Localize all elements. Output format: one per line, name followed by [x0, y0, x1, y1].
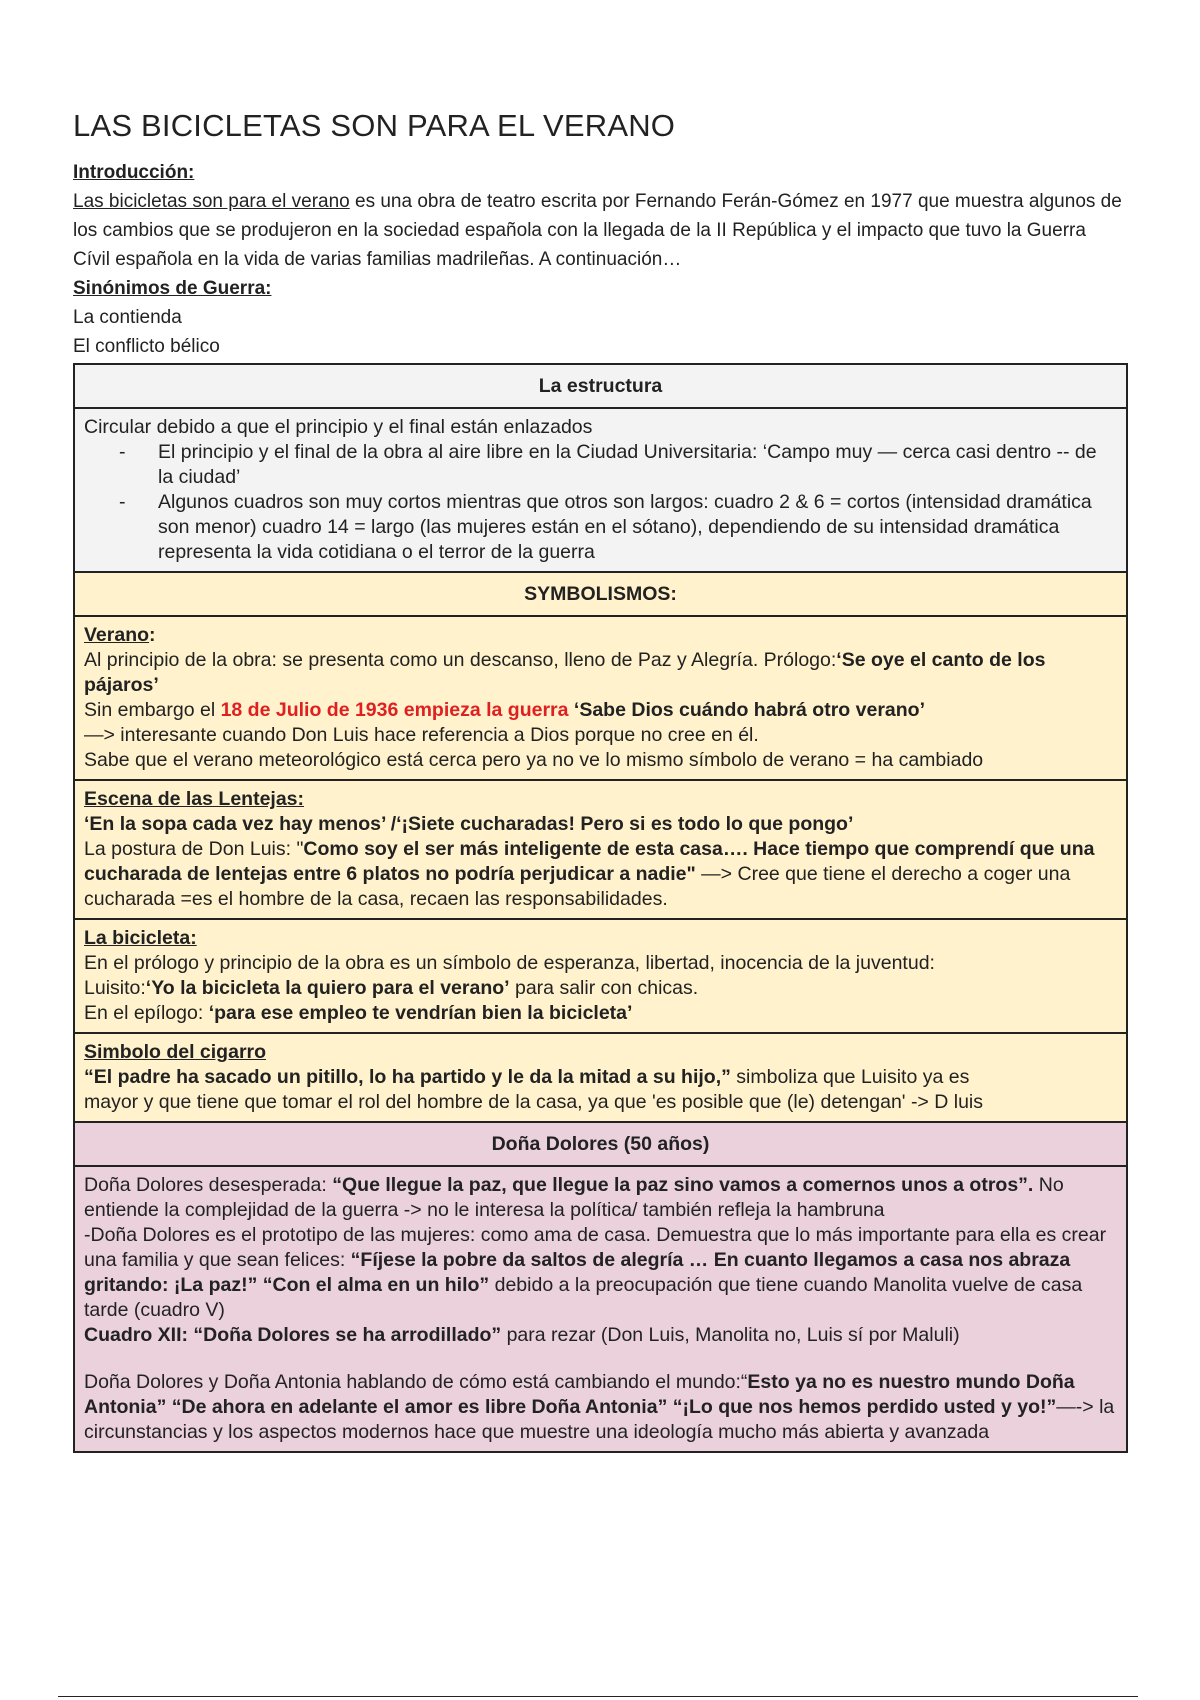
- estructura-cell: [74, 408, 1127, 572]
- footer-rule: [58, 1696, 1138, 1697]
- estructura-lead: Circular debido a que el principio y el final están enlazados: [84, 416, 593, 438]
- cigarro-cell: [74, 1033, 1127, 1122]
- dolores-paragraph: Doña Dolores y Doña Antonia hablando de cómo está cambiando el mundo:“Esto ya no es nuestro mundo Doña Antonia” “De ahora en adelante el amor es libre Doña Antonia” “¡Lo que nos hemos perdido usted y yo!”—-> la circunstancias y los aspectos modernos hace que muestre una ideología mucho más abierta y avanzada: [84, 1371, 1115, 1443]
- bicicleta-line: Luisito:‘Yo la bicicleta la quiero para el verano’ para salir con chicas.: [84, 977, 699, 999]
- symbolismos-header: SYMBOLISMOS:: [74, 572, 1127, 616]
- intro-heading: Introducción:: [73, 162, 195, 183]
- work-title: Las bicicletas son para el verano: [73, 191, 350, 212]
- dolores-paragraph: Cuadro XII: “Doña Dolores se ha arrodillado” para rezar (Don Luis, Manolita no, Luis sí por Maluli): [84, 1324, 960, 1346]
- lentejas-line: La postura de Don Luis: "Como soy el ser más inteligente de esta casa…. Hace tiempo que comprendí que una cucharada de lentejas entre 6 platos no podría perjudicar a nadie" —> Cree que tiene el derecho a coger una cucharada =es el hombre de la casa, recaen las responsabilidades.: [84, 838, 1095, 910]
- verano-line: —> interesante cuando Don Luis hace referencia a Dios porque no cree en él.: [84, 724, 759, 746]
- estructura-list: [84, 440, 1117, 565]
- lentejas-heading: Escena de las Lentejas:: [84, 788, 305, 810]
- verano-line: Al principio de la obra: se presenta como un descanso, lleno de Paz y Alegría. Prólogo:‘Se oye el canto de los pájaros’: [84, 649, 1046, 696]
- estructura-bullet: - Algunos cuadros son muy cortos mientras que otros son largos: cuadro 2 & 6 = cortos (intensidad dramática son menor) cuadro 14 = largo (las mujeres están en el sótano), dependiendo de su intensidad dramática representa la vida cotidiana o el terror de la guerra: [110, 490, 1117, 565]
- dolores-paragraph: -Doña Dolores es el prototipo de las mujeres: como ama de casa. Demuestra que lo más importante para ella es crear una familia y que sean felices: “Fíjese la pobre da saltos de alegría … En cuanto llegamos a casa nos abraza gritando: ¡La paz!” “Con el alma en un hilo” debido a la preocupación que tiene cuando Manolita vuelve de casa tarde (cuadro V): [84, 1224, 1107, 1321]
- dolores-paragraph: Doña Dolores desesperada: “Que llegue la paz, que llegue la paz sino vamos a comernos unos a otros”. No entiende la complejidad de la guerra -> no le interesa la política/ también refleja la hambruna: [84, 1174, 1064, 1221]
- verano-line: Sabe que el verano meteorológico está cerca pero ya no ve lo mismo símbolo de verano = ha cambiado: [84, 749, 984, 771]
- estructura-header: La estructura: [74, 364, 1127, 408]
- cigarro-line: “El padre ha sacado un pitillo, lo ha partido y le da la mitad a su hijo,” simboliza que Luisito ya es: [84, 1066, 970, 1088]
- document-title: LAS BICICLETAS SON PARA EL VERANO: [73, 108, 676, 143]
- verano-heading: Verano:: [84, 624, 156, 646]
- verano-cell: [74, 616, 1127, 780]
- bicicleta-line: En el prólogo y principio de la obra es un símbolo de esperanza, libertad, inocencia de la juventud:: [84, 952, 935, 974]
- cigarro-line: mayor y que tiene que tomar el rol del hombre de la casa, ya que 'es posible que (le) detengan' -> D luis: [84, 1091, 983, 1113]
- cigarro-heading: Simbolo del cigarro: [84, 1041, 267, 1063]
- document-page: [73, 108, 1128, 1453]
- dolores-header: Doña Dolores (50 años): [74, 1122, 1127, 1166]
- notes-table: [73, 363, 1128, 1453]
- synonym-item: La contienda: [73, 307, 182, 328]
- lentejas-quote: ‘En la sopa cada vez hay menos’ /‘¡Siete cucharadas! Pero si es todo lo que pongo’: [84, 813, 854, 835]
- synonyms-heading: Sinónimos de Guerra:: [73, 278, 272, 299]
- synonym-item: El conflicto bélico: [73, 336, 220, 357]
- estructura-bullet: - El principio y el final de la obra al aire libre en la Ciudad Universitaria: ‘Campo muy — cerca casi dentro -- de la ciudad’: [110, 440, 1117, 490]
- lentejas-cell: [74, 780, 1127, 919]
- intro-paragraph: Las bicicletas son para el verano es una obra de teatro escrita por Fernando Ferán-Gómez en 1977 que muestra algunos de los cambios que se produjeron en la sociedad española con la llegada de la II República y el impacto que tuvo la Guerra Cívil española en la vida de varias familias madrileñas. A continuación…: [73, 191, 1122, 270]
- bicicleta-cell: [74, 919, 1127, 1033]
- verano-line: Sin embargo el 18 de Julio de 1936 empieza la guerra ‘Sabe Dios cuándo habrá otro verano’: [84, 699, 925, 721]
- paragraph-gap: [84, 1348, 1117, 1370]
- dolores-cell: [74, 1166, 1127, 1452]
- bicicleta-line: En el epílogo: ‘para ese empleo te vendrían bien la bicicleta’: [84, 1002, 633, 1024]
- bicicleta-heading: La bicicleta:: [84, 927, 197, 949]
